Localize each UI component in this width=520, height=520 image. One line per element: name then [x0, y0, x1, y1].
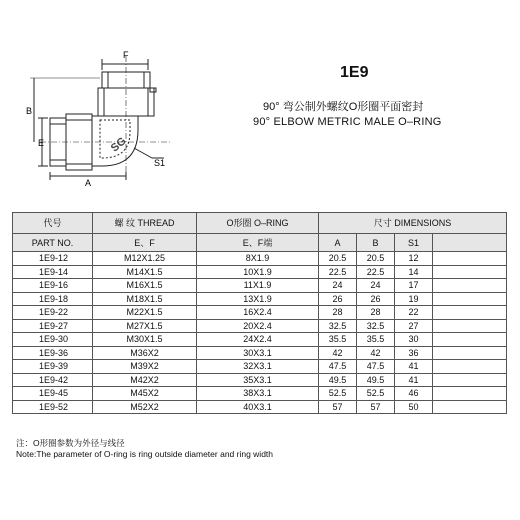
cell-a: 52.5 [319, 387, 357, 401]
header-s1: S1 [395, 234, 433, 252]
header-thread: 螺 纹 THREAD [93, 213, 197, 234]
cell-part: 1E9-39 [13, 360, 93, 374]
table-row [13, 387, 507, 401]
cell-thread: M16X1.5 [93, 279, 197, 293]
dim-f-label: F [123, 50, 129, 60]
table-row [13, 306, 507, 320]
cell-b: 22.5 [357, 265, 395, 279]
table-row [13, 265, 507, 279]
cell-s1: 50 [395, 400, 433, 414]
note-en: Note:The parameter of O-ring is ring outside diameter and ring width [16, 449, 274, 459]
cell-a: 47.5 [319, 360, 357, 374]
cell-oring: 30X3.1 [197, 346, 319, 360]
cell-empty [433, 346, 507, 360]
cell-empty [433, 360, 507, 374]
cell-empty [433, 400, 507, 414]
cell-empty [433, 333, 507, 347]
table-row [13, 252, 507, 266]
cell-thread: M14X1.5 [93, 265, 197, 279]
cell-empty [433, 387, 507, 401]
header-code-cn: 代号 [13, 213, 93, 234]
table-row [13, 333, 507, 347]
cell-s1: 19 [395, 292, 433, 306]
cell-b: 32.5 [357, 319, 395, 333]
cell-empty [433, 292, 507, 306]
cell-part: 1E9-18 [13, 292, 93, 306]
subtitle-en: 90° ELBOW METRIC MALE O–RING [253, 116, 442, 128]
cell-a: 22.5 [319, 265, 357, 279]
cell-oring: 38X3.1 [197, 387, 319, 401]
cell-thread: M27X1.5 [93, 319, 197, 333]
cell-s1: 17 [395, 279, 433, 293]
cell-part: 1E9-36 [13, 346, 93, 360]
cell-thread: M39X2 [93, 360, 197, 374]
header-a: A [319, 234, 357, 252]
table-row [13, 292, 507, 306]
cell-part: 1E9-45 [13, 387, 93, 401]
cell-part: 1E9-22 [13, 306, 93, 320]
cell-a: 42 [319, 346, 357, 360]
cell-part: 1E9-52 [13, 400, 93, 414]
notes [16, 438, 273, 460]
cell-part: 1E9-14 [13, 265, 93, 279]
table-row [13, 279, 507, 293]
cell-b: 35.5 [357, 333, 395, 347]
header-oring: O形圈 O–RING [197, 213, 319, 234]
cell-thread: M36X2 [93, 346, 197, 360]
cell-empty [433, 319, 507, 333]
cell-part: 1E9-12 [13, 252, 93, 266]
cell-thread: M18X1.5 [93, 292, 197, 306]
table-body [13, 252, 507, 414]
header-dimensions: 尺寸 DIMENSIONS [319, 213, 507, 234]
cell-b: 42 [357, 346, 395, 360]
cell-s1: 27 [395, 319, 433, 333]
cell-s1: 12 [395, 252, 433, 266]
model-title: 1E9 [340, 64, 369, 81]
cell-a: 24 [319, 279, 357, 293]
cell-a: 32.5 [319, 319, 357, 333]
cell-thread: M22X1.5 [93, 306, 197, 320]
cell-b: 24 [357, 279, 395, 293]
cell-s1: 22 [395, 306, 433, 320]
cell-s1: 30 [395, 333, 433, 347]
table-row [13, 360, 507, 374]
sg-logo: SG [108, 135, 129, 155]
cell-s1: 41 [395, 360, 433, 374]
cell-a: 57 [319, 400, 357, 414]
cell-oring: 35X3.1 [197, 373, 319, 387]
cell-s1: 36 [395, 346, 433, 360]
cell-oring: 24X2.4 [197, 333, 319, 347]
cell-b: 26 [357, 292, 395, 306]
cell-empty [433, 306, 507, 320]
cell-oring: 10X1.9 [197, 265, 319, 279]
cell-empty [433, 252, 507, 266]
dim-e-label: E [38, 138, 45, 148]
cell-thread: M42X2 [93, 373, 197, 387]
cell-thread: M45X2 [93, 387, 197, 401]
cell-empty [433, 373, 507, 387]
cell-a: 20.5 [319, 252, 357, 266]
cell-s1: 41 [395, 373, 433, 387]
cell-s1: 46 [395, 387, 433, 401]
cell-empty [433, 265, 507, 279]
table-row [13, 319, 507, 333]
cell-part: 1E9-30 [13, 333, 93, 347]
table-row [13, 400, 507, 414]
dim-b-label: B [26, 106, 33, 116]
cell-part: 1E9-16 [13, 279, 93, 293]
subtitle-cn: 90° 弯公制外螺纹O形圈平面密封 [263, 101, 424, 113]
cell-oring: 32X3.1 [197, 360, 319, 374]
cell-b: 49.5 [357, 373, 395, 387]
cell-a: 28 [319, 306, 357, 320]
cell-a: 49.5 [319, 373, 357, 387]
cell-thread: M12X1.25 [93, 252, 197, 266]
header-code-en: PART NO. [13, 234, 93, 252]
cell-oring: 13X1.9 [197, 292, 319, 306]
dim-a-label: A [85, 178, 92, 188]
table-row [13, 373, 507, 387]
cell-oring: 20X2.4 [197, 319, 319, 333]
header-b: B [357, 234, 395, 252]
cell-b: 47.5 [357, 360, 395, 374]
cell-b: 20.5 [357, 252, 395, 266]
table-row [13, 346, 507, 360]
cell-b: 28 [357, 306, 395, 320]
cell-part: 1E9-42 [13, 373, 93, 387]
cell-oring: 40X3.1 [197, 400, 319, 414]
cell-part: 1E9-27 [13, 319, 93, 333]
note-cn: 注：O形圈参数为外径与线径 [16, 438, 125, 448]
cell-a: 35.5 [319, 333, 357, 347]
cell-thread: M52X2 [93, 400, 197, 414]
cell-thread: M30X1.5 [93, 333, 197, 347]
cell-a: 26 [319, 292, 357, 306]
specification-table [12, 212, 507, 414]
header-oring-efend: E、F端 [197, 234, 319, 252]
cell-s1: 14 [395, 265, 433, 279]
dim-s1-label: S1 [154, 158, 166, 168]
header-empty [433, 234, 507, 252]
cell-oring: 16X2.4 [197, 306, 319, 320]
cell-oring: 8X1.9 [197, 252, 319, 266]
cell-b: 52.5 [357, 387, 395, 401]
elbow-technical-drawing [26, 48, 190, 188]
cell-empty [433, 279, 507, 293]
cell-oring: 11X1.9 [197, 279, 319, 293]
header-thread-ef: E、F [93, 234, 197, 252]
cell-b: 57 [357, 400, 395, 414]
